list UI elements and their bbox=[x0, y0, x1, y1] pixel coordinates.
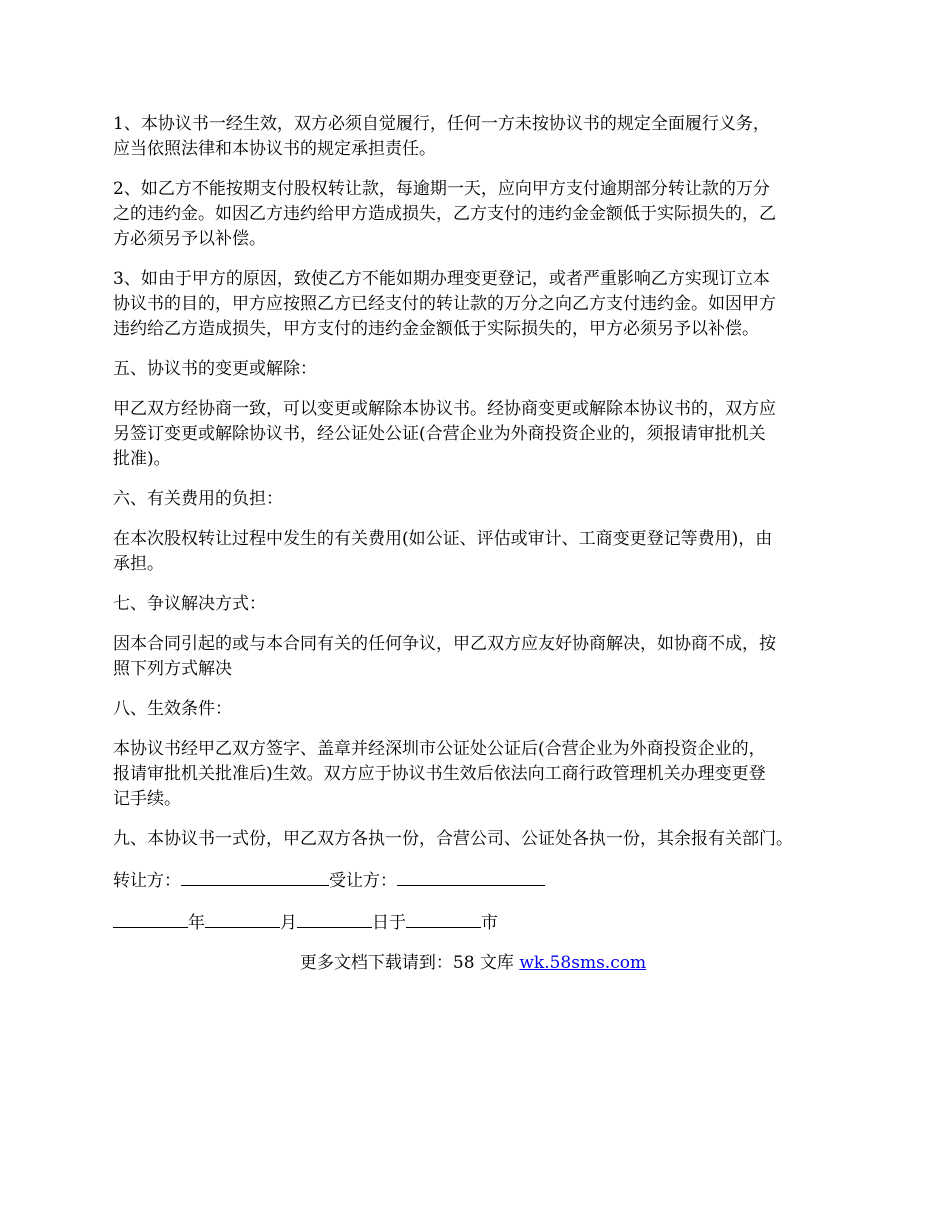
text-line: 应当依照法律和本协议书的规定承担责任。 bbox=[113, 139, 436, 159]
text-line: 九、本协议书一式份，甲乙双方各执一份，合营公司、公证处各执一份，其余报有关部门。 bbox=[113, 829, 793, 849]
day-blank bbox=[297, 909, 372, 928]
section-heading-6 bbox=[113, 487, 853, 512]
text-line: 五、协议书的变更或解除： bbox=[113, 359, 317, 379]
text-line: 记手续。 bbox=[113, 789, 181, 809]
text-line: 因本合同引起的或与本合同有关的任何争议，甲乙双方应友好协商解决，如协商不成，按 bbox=[113, 634, 776, 654]
text-line: 七、争议解决方式： bbox=[113, 594, 266, 614]
text-line: 承担。 bbox=[113, 554, 164, 574]
section-body-7 bbox=[113, 632, 853, 682]
transferor-label: 转让方： bbox=[113, 871, 181, 891]
month-blank bbox=[205, 909, 280, 928]
transferor-blank bbox=[181, 867, 329, 886]
download-footer bbox=[113, 951, 853, 976]
text-line: 八、生效条件： bbox=[113, 699, 232, 719]
text-line: 在本次股权转让过程中发生的有关费用(如公证、评估或审计、工商变更登记等费用)，由 bbox=[113, 529, 773, 549]
month-label: 月 bbox=[280, 913, 297, 933]
section-body-5 bbox=[113, 397, 853, 472]
section-heading-7 bbox=[113, 592, 853, 617]
signature-line bbox=[113, 867, 853, 894]
clause-1 bbox=[113, 112, 853, 162]
text-line: 2、如乙方不能按期支付股权转让款，每逾期一天，应向甲方支付逾期部分转让款的万分 bbox=[113, 179, 770, 199]
footer-link[interactable]: wk.58sms.com bbox=[519, 953, 647, 973]
day-label: 日于 bbox=[372, 913, 406, 933]
text-line: 违约给乙方造成损失，甲方支付的违约金金额低于实际损失的，甲方必须另予以补偿。 bbox=[113, 319, 759, 339]
text-line: 照下列方式解决 bbox=[113, 659, 232, 679]
text-line: 批准)。 bbox=[113, 449, 171, 469]
clause-3 bbox=[113, 267, 853, 342]
text-line: 1、本协议书一经生效，双方必须自觉履行，任何一方未按协议书的规定全面履行义务， bbox=[113, 114, 770, 134]
section-9 bbox=[113, 827, 853, 852]
year-label: 年 bbox=[188, 913, 205, 933]
section-heading-5 bbox=[113, 357, 853, 382]
date-line bbox=[113, 909, 853, 936]
text-line: 协议书的目的，甲方应按照乙方已经支付的转让款的万分之向乙方支付违约金。如因甲方 bbox=[113, 294, 776, 314]
text-line: 报请审批机关批准后)生效。双方应于协议书生效后依法向工商行政管理机关办理变更登 bbox=[113, 764, 766, 784]
city-label: 市 bbox=[481, 913, 498, 933]
text-line: 方必须另予以补偿。 bbox=[113, 229, 266, 249]
text-line: 另签订变更或解除协议书，经公证处公证(合营企业为外商投资企业的，须报请审批机关 bbox=[113, 424, 766, 444]
transferee-blank bbox=[397, 867, 545, 886]
text-line: 之的违约金。如因乙方违约给甲方造成损失，乙方支付的违约金金额低于实际损失的，乙 bbox=[113, 204, 776, 224]
text-line: 甲乙双方经协商一致，可以变更或解除本协议书。经协商变更或解除本协议书的，双方应 bbox=[113, 399, 776, 419]
text-line: 六、有关费用的负担： bbox=[113, 489, 283, 509]
clause-2 bbox=[113, 177, 853, 252]
text-line: 3、如由于甲方的原因，致使乙方不能如期办理变更登记，或者严重影响乙方实现订立本 bbox=[113, 269, 770, 289]
transferee-label: 受让方： bbox=[329, 871, 397, 891]
section-body-6 bbox=[113, 527, 853, 577]
year-blank bbox=[113, 909, 188, 928]
text-line: 本协议书经甲乙双方签字、盖章并经深圳市公证处公证后(合营企业为外商投资企业的， bbox=[113, 739, 766, 759]
document-page bbox=[113, 112, 853, 976]
section-heading-8 bbox=[113, 697, 853, 722]
footer-text: 更多文档下载请到：58 文库 bbox=[299, 953, 520, 973]
city-blank bbox=[406, 909, 481, 928]
section-body-8 bbox=[113, 737, 853, 812]
